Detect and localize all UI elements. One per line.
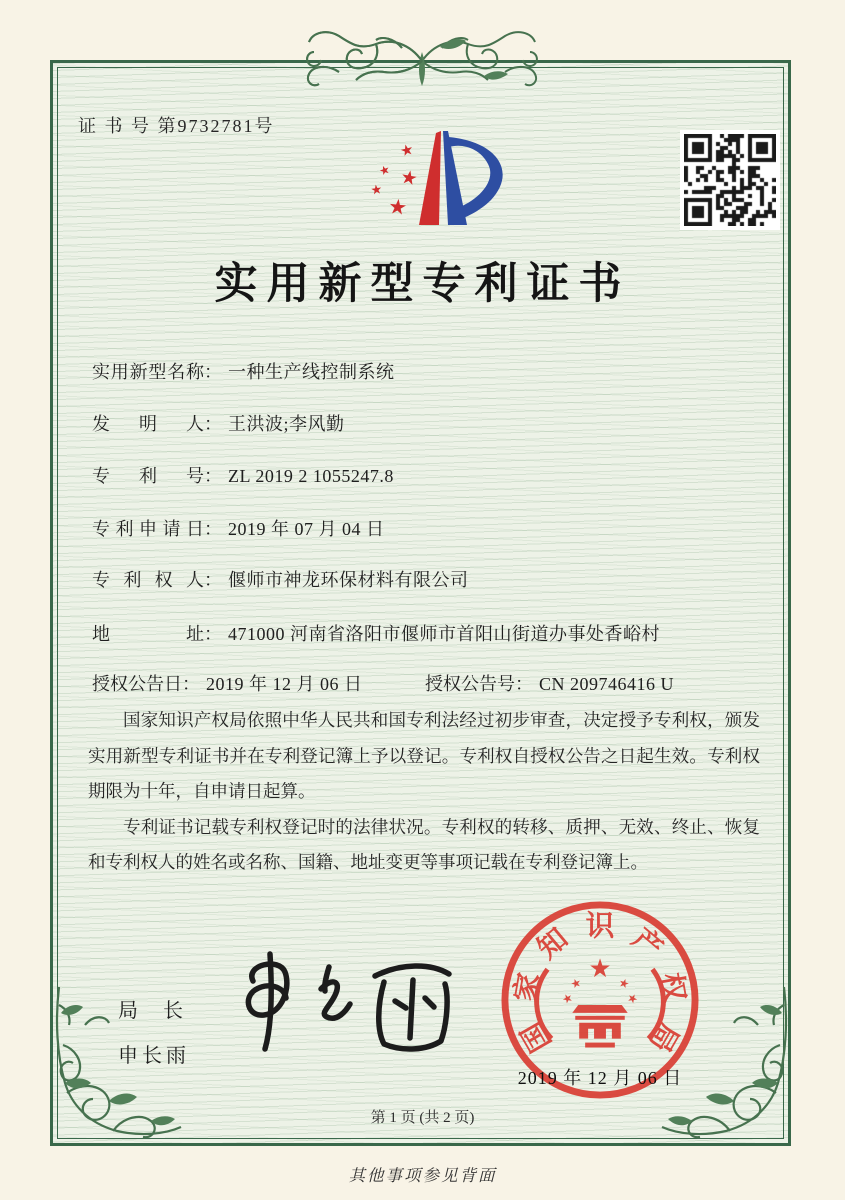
- field-row-address: [92, 620, 660, 646]
- field-label: 专利号: [92, 466, 204, 486]
- svg-text:权: 权: [653, 970, 691, 1005]
- svg-text:局: 局: [642, 1016, 685, 1058]
- director-block: [118, 994, 193, 1068]
- field-colon: ：: [515, 674, 533, 694]
- svg-text:★: ★: [588, 954, 612, 985]
- field-row-inventor: [92, 410, 345, 436]
- top-flourish-ornament: [272, 16, 572, 102]
- cnipa-logo-icon: [348, 122, 520, 232]
- svg-text:识: 识: [585, 910, 615, 943]
- field-value: 471000 河南省洛阳市偃师市首阳山街道办事处香峪村: [228, 624, 660, 644]
- field-row-patentee: [92, 566, 469, 592]
- back-side-note: 其他事项参见背面: [348, 1166, 497, 1185]
- field-label: 实用新型名称: [92, 362, 204, 382]
- svg-text:★: ★: [387, 194, 409, 220]
- field-colon: ：: [204, 570, 222, 590]
- field-label: 发明人: [92, 414, 204, 434]
- grant-number-value: CN 209746416 U: [539, 674, 675, 694]
- svg-text:★: ★: [377, 161, 393, 179]
- svg-text:★: ★: [624, 989, 641, 1008]
- body-paragraph-1: 国家知识产权局依照中华人民共和国专利法经过初步审查，决定授予专利权，颁发实用新型专利证书并在专利登记簿上予以登记。专利权自授权公告之日起生效。专利权期限为十年，自申请日起算。: [88, 710, 760, 801]
- svg-text:知: 知: [531, 922, 575, 966]
- field-label: 专利权人: [92, 570, 204, 590]
- svg-text:★: ★: [616, 975, 632, 992]
- field-label: 专利申请日: [92, 519, 204, 539]
- svg-text:★: ★: [559, 989, 576, 1008]
- field-colon: ：: [204, 466, 222, 486]
- body-paragraph-2: 专利证书记载专利权登记时的法律状况。专利权的转移、质押、无效、终止、恢复和专利权人的姓名或名称、国籍、地址变更等事项记载在专利登记簿上。: [88, 816, 760, 872]
- field-row-grant: [92, 670, 675, 696]
- field-value: 偃师市神龙环保材料有限公司: [228, 570, 469, 590]
- certificate-title: 实用新型专利证书: [214, 261, 631, 308]
- signature-shen-changyu: [225, 945, 465, 1070]
- field-value: 一种生产线控制系统: [228, 362, 395, 382]
- seal-date: 2019 年 12 月 06 日: [517, 1068, 683, 1088]
- grant-date-label: 授权公告日: [92, 674, 182, 694]
- field-row-utility-name: [92, 358, 395, 384]
- grant-number-group: [425, 670, 674, 696]
- field-value: 王洪波;李风勤: [228, 414, 345, 434]
- svg-text:家: 家: [509, 970, 547, 1005]
- field-row-patent-number: [92, 462, 394, 488]
- qr-code: [680, 130, 780, 230]
- field-colon: ：: [182, 674, 200, 694]
- field-colon: ：: [204, 624, 222, 644]
- field-value: ZL 2019 2 1055247.8: [228, 466, 394, 486]
- certificate-number: 证 书 号 第9732781号: [78, 116, 275, 136]
- certificate-body: [88, 703, 760, 881]
- field-colon: ：: [204, 519, 222, 539]
- svg-text:★: ★: [398, 165, 420, 191]
- director-title: 局 长: [118, 1000, 193, 1022]
- svg-text:★: ★: [369, 182, 384, 199]
- field-value: 2019 年 07 月 04 日: [228, 519, 385, 539]
- page-number: 第 1 页 (共 2 页): [370, 1110, 475, 1126]
- director-name: 申长雨: [118, 1045, 190, 1067]
- grant-number-label: 授权公告号: [425, 674, 515, 694]
- svg-text:★: ★: [568, 975, 584, 992]
- grant-date-value: 2019 年 12 月 06 日: [206, 674, 363, 694]
- svg-text:国: 国: [515, 1016, 558, 1058]
- field-row-filing-date: [92, 515, 385, 541]
- svg-text:★: ★: [398, 139, 416, 161]
- seal-national-emblem: [537, 954, 664, 1047]
- field-colon: ：: [204, 414, 222, 434]
- svg-text:产: 产: [625, 922, 669, 966]
- field-colon: ：: [204, 362, 222, 382]
- field-label: 地址: [92, 624, 204, 644]
